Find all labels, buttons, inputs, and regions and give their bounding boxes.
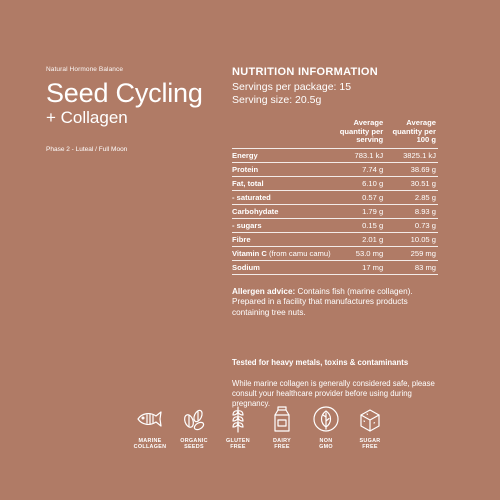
per-100g-value: 8.93 g — [385, 204, 438, 218]
nutrient-name — [232, 232, 333, 246]
badge-label-line2: SEEDS — [184, 444, 204, 451]
badge-label — [360, 438, 381, 451]
badge-label-line1: GLUTEN — [226, 438, 250, 444]
table-row — [232, 190, 438, 204]
table-row — [232, 218, 438, 232]
badge-label — [226, 438, 250, 451]
nutrition-table-header — [232, 119, 438, 148]
nutrient-name-text: Fat, total — [232, 178, 264, 188]
badge-label-line2: FREE — [230, 444, 246, 451]
per-serving-value: 53.0 mg — [333, 246, 386, 260]
per-100g-value: 38.69 g — [385, 162, 438, 176]
badge-label-line1: ORGANIC — [180, 438, 208, 444]
badge-label — [273, 438, 291, 451]
product-subtitle: Natural Hormone Balance — [46, 66, 124, 73]
nutrient-name — [232, 204, 333, 218]
per-serving-column-header: Average quantity per serving — [339, 118, 384, 145]
feature-badges — [130, 403, 390, 451]
badge-label-line2: FREE — [362, 444, 378, 451]
badge-non-gmo — [306, 403, 346, 451]
nutrient-note: (from camu camu) — [269, 248, 331, 258]
per-serving-value: 7.74 g — [333, 162, 386, 176]
table-row — [232, 176, 438, 190]
nutrient-name — [232, 162, 333, 176]
per-serving-value: 0.15 g — [333, 218, 386, 232]
badge-label-line2: GMO — [319, 444, 333, 451]
servings-per-package: Servings per package: 15 — [232, 81, 352, 93]
leaf-icon — [310, 403, 342, 435]
per-serving-value: 1.79 g — [333, 204, 386, 218]
badge-dairy-free — [262, 403, 302, 451]
fish-icon — [134, 403, 166, 435]
per-serving-value: 17 mg — [333, 260, 386, 274]
badge-sugar-free — [350, 403, 390, 451]
nutrient-name — [232, 190, 333, 204]
per-100g-value: 2.85 g — [385, 190, 438, 204]
nutrient-name-text: Fibre — [232, 234, 251, 244]
product-title-addon: + Collagen — [46, 108, 128, 127]
per-100g-value: 259 mg — [385, 246, 438, 260]
nutrient-name — [232, 148, 333, 162]
per-100g-value: 10.05 g — [385, 232, 438, 246]
per-100g-value: 30.51 g — [385, 176, 438, 190]
per-serving-value: 2.01 g — [333, 232, 386, 246]
badge-label-line2: COLLAGEN — [133, 444, 167, 451]
table-row — [232, 232, 438, 246]
badge-organic-seeds — [174, 403, 214, 451]
badge-label — [319, 438, 333, 451]
pregnancy-note: While marine collagen is generally considered safe, please consult your healthcare provider before using during pregnancy. — [232, 379, 435, 409]
allergen-label: Allergen advice: — [232, 286, 296, 296]
allergen-advice — [232, 287, 440, 319]
table-row — [232, 162, 438, 176]
nutrient-name — [232, 246, 333, 260]
badge-label-line1: DAIRY — [272, 438, 292, 444]
allergen-text: Contains fish (marine collagen). Prepared in a facility that manufactures products containing tree nuts. — [232, 286, 413, 317]
wheat-icon — [222, 403, 254, 435]
badge-label-line1: SUGAR — [359, 438, 381, 444]
nutrient-name-text: Sodium — [232, 262, 260, 272]
nutrient-name-text: Carbohydate — [232, 206, 279, 216]
nutrient-name-text: - sugars — [232, 220, 262, 230]
per-100g-value: 3825.1 kJ — [385, 148, 438, 162]
product-header — [46, 66, 226, 153]
nutrient-name-text: Energy — [232, 150, 258, 160]
nutrient-name — [232, 260, 333, 274]
badge-label-line1: NON — [319, 438, 333, 444]
table-row — [232, 148, 438, 162]
per-100g-value: 83 mg — [385, 260, 438, 274]
badge-label — [134, 438, 167, 451]
badge-gluten-free — [218, 403, 258, 451]
sugar-cube-icon — [354, 403, 386, 435]
per-serving-value: 0.57 g — [333, 190, 386, 204]
table-row — [232, 246, 438, 260]
per-100g-column-header: Average quantity per 100 g — [392, 118, 436, 145]
nutrient-name-text: - saturated — [232, 192, 271, 202]
badge-marine-collagen — [130, 403, 170, 451]
testing-heading: Tested for heavy metals, toxins & contaminants — [232, 358, 409, 368]
per-serving-value: 6.10 g — [333, 176, 386, 190]
nutrient-name — [232, 218, 333, 232]
badge-label-line1: MARINE — [138, 438, 162, 444]
product-phase: Phase 2 - Luteal / Full Moon — [46, 146, 128, 153]
per-serving-value: 783.1 kJ — [333, 148, 386, 162]
badge-label — [180, 438, 208, 451]
milk-carton-icon — [266, 403, 298, 435]
nutrient-column-header — [232, 119, 333, 148]
nutrient-name-text: Vitamin C — [232, 248, 267, 258]
product-title: Seed Cycling — [46, 78, 203, 108]
table-row — [232, 204, 438, 218]
serving-size: Serving size: 20.5g — [232, 94, 322, 106]
nutrition-panel — [232, 66, 440, 409]
seeds-icon — [178, 403, 210, 435]
per-100g-value: 0.73 g — [385, 218, 438, 232]
nutrition-heading: NUTRITION INFORMATION — [232, 66, 379, 78]
badge-label-line2: FREE — [274, 444, 290, 451]
nutrition-table — [232, 119, 438, 275]
table-row — [232, 260, 438, 274]
nutrient-name-text: Protein — [232, 164, 259, 174]
nutrient-name — [232, 176, 333, 190]
